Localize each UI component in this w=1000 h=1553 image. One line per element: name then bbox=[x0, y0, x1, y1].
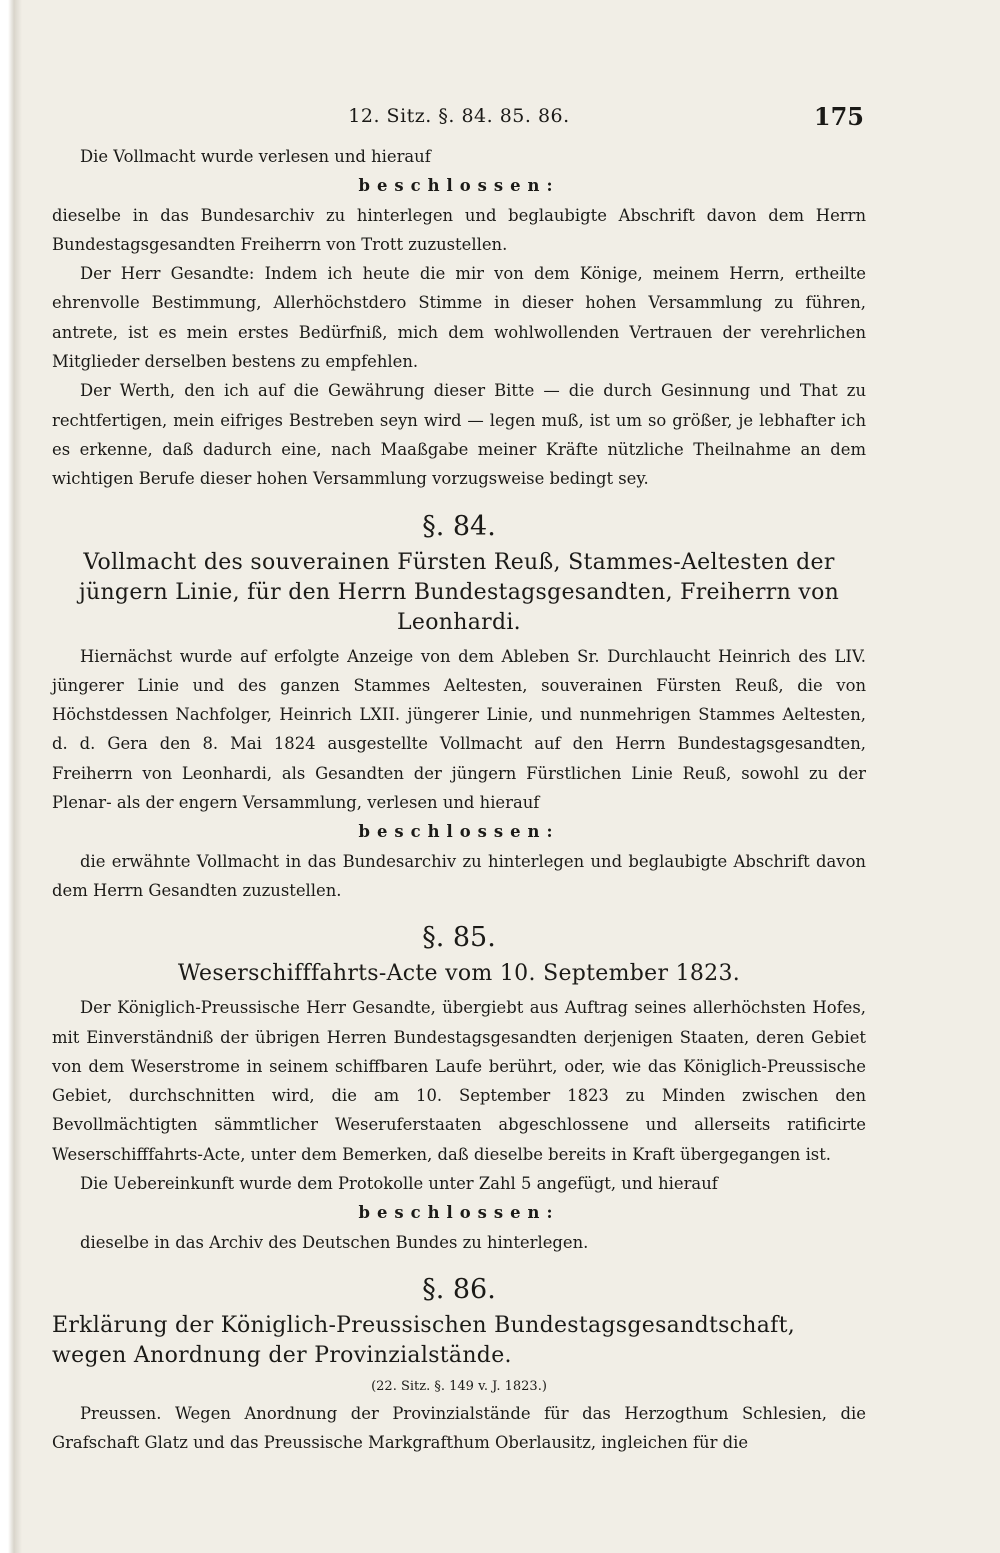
page-body bbox=[52, 142, 866, 1458]
intro-paragraph-1: Die Vollmacht wurde verlesen und hierauf bbox=[80, 147, 431, 166]
section-85-paragraph-1: Der Königlich-Preussische Herr Gesandte, übergiebt aus Auftrag seines allerhöchsten Hofes, mit Einverständniß der übrigen Herren Bundestagsgesandten derjenigen Staaten, deren Gebiet von dem Weserstrome in seinem schiffbaren Laufe berührt, oder, wie das Königlich-Preussische Gebiet, durchschnitten wird, die am 10. September 1823 zu Minden zwischen den Bevollmächtigten sämmtlicher Weseruferstaaten abgeschlossene und allerseits ratificirte Weserschifffahrts-Acte, unter dem Bemerken, daß dieselbe bereits in Kraft übergegangen ist. bbox=[52, 998, 866, 1164]
section-85-paragraph-2: Die Uebereinkunft wurde dem Protokolle unter Zahl 5 angefügt, und hierauf bbox=[80, 1174, 718, 1194]
section-85-number: §. 85. bbox=[422, 922, 496, 954]
page-header bbox=[52, 96, 866, 142]
section-86-reference: (22. Sitz. §. 149 v. J. 1823.) bbox=[371, 1378, 547, 1394]
page-binding-edge bbox=[0, 0, 22, 1553]
section-86-paragraph-1: Preussen. Wegen Anordnung der Provinzialstände für das Herzogthum Schlesien, die Grafschaft Glatz und das Preussische Markgrafthum Oberlausitz, ingleichen für die bbox=[52, 1403, 866, 1453]
section-85-paragraph-3: dieselbe in das Archiv des Deutschen Bundes zu hinterlegen. bbox=[80, 1232, 589, 1252]
section-84-paragraph-1: Hiernächst wurde auf erfolgte Anzeige von dem Ableben Sr. Durchlaucht Heinrich des LIV. jüngerer Linie und des ganzen Stammes Aeltesten, souverainen Fürsten Reuß, die von Höchstdessen Nachfolger, Heinrich LXII. jüngerer Linie, und nunmehrigen Stammes Aeltesten, d. d. Gera den 8. Mai 1824 ausgestellte Vollmacht auf den Herrn Bundestagsgesandten, Freiherrn von Leonhardi, als Gesandten der jüngern Fürstlichen Linie Reuß, sowohl zu der Plenar- als der engern Versammlung, verlesen und hierauf bbox=[52, 646, 866, 813]
intro-paragraph-3: Der Herr Gesandte: Indem ich heute die mir von dem Könige, meinem Herrn, ertheilte ehrenvolle Bestimmung, Allerhöchstdero Stimme in dieser hohen Versammlung zu führen, antrete, ist es mein erstes Bedürfniß, mich dem wohlwollenden Vertrauen der verehrlichen Mitglieder derselben bestens zu empfehlen. bbox=[52, 264, 866, 372]
resolved-heading-1: beschlossen: bbox=[358, 176, 560, 196]
intro-paragraph-4: Der Werth, den ich auf die Gewährung dieser Bitte — die durch Gesinnung und That zu rechtfertigen, mein eifriges Bestreben seyn wird — legen muß, ist um so größer, je lebhafter ich es erkenne, daß dadurch eine, nach Maaßgabe meiner Kräfte nützliche Theilnahme an dem wichtigen Berufe dieser hohen Versammlung vorzugsweise bedingt sey. bbox=[52, 381, 866, 489]
resolved-heading-2: beschlossen: bbox=[358, 822, 560, 842]
section-84-paragraph-2: die erwähnte Vollmacht in das Bundesarchiv zu hinterlegen und beglaubigte Abschrift davon dem Herrn Gesandten zuzustellen. bbox=[52, 851, 866, 900]
section-84-number: §. 84. bbox=[422, 510, 496, 542]
section-86-title: Erklärung der Königlich-Preussischen Bundestagsgesandtschaft, wegen Anordnung der Provinzialstände. bbox=[52, 1312, 796, 1368]
intro-paragraph-2: dieselbe in das Bundesarchiv zu hinterlegen und beglaubigte Abschrift davon dem Herrn Bundestagsgesandten Freiherrn von Trott zuzustellen. bbox=[52, 205, 866, 254]
resolved-heading-3: beschlossen: bbox=[358, 1203, 560, 1223]
section-84-title: Vollmacht des souverainen Fürsten Reuß, Stammes-Aeltesten der jüngern Linie, für den Herrn Bundestagsgesandten, Freiherrn von Leonhardi. bbox=[78, 549, 840, 635]
running-head: 12. Sitz. §. 84. 85. 86. bbox=[348, 105, 570, 127]
section-86-number: §. 86. bbox=[422, 1273, 496, 1305]
section-85-title: Weserschifffahrts-Acte vom 10. September 1823. bbox=[177, 961, 741, 987]
page-number: 175 bbox=[813, 102, 864, 131]
